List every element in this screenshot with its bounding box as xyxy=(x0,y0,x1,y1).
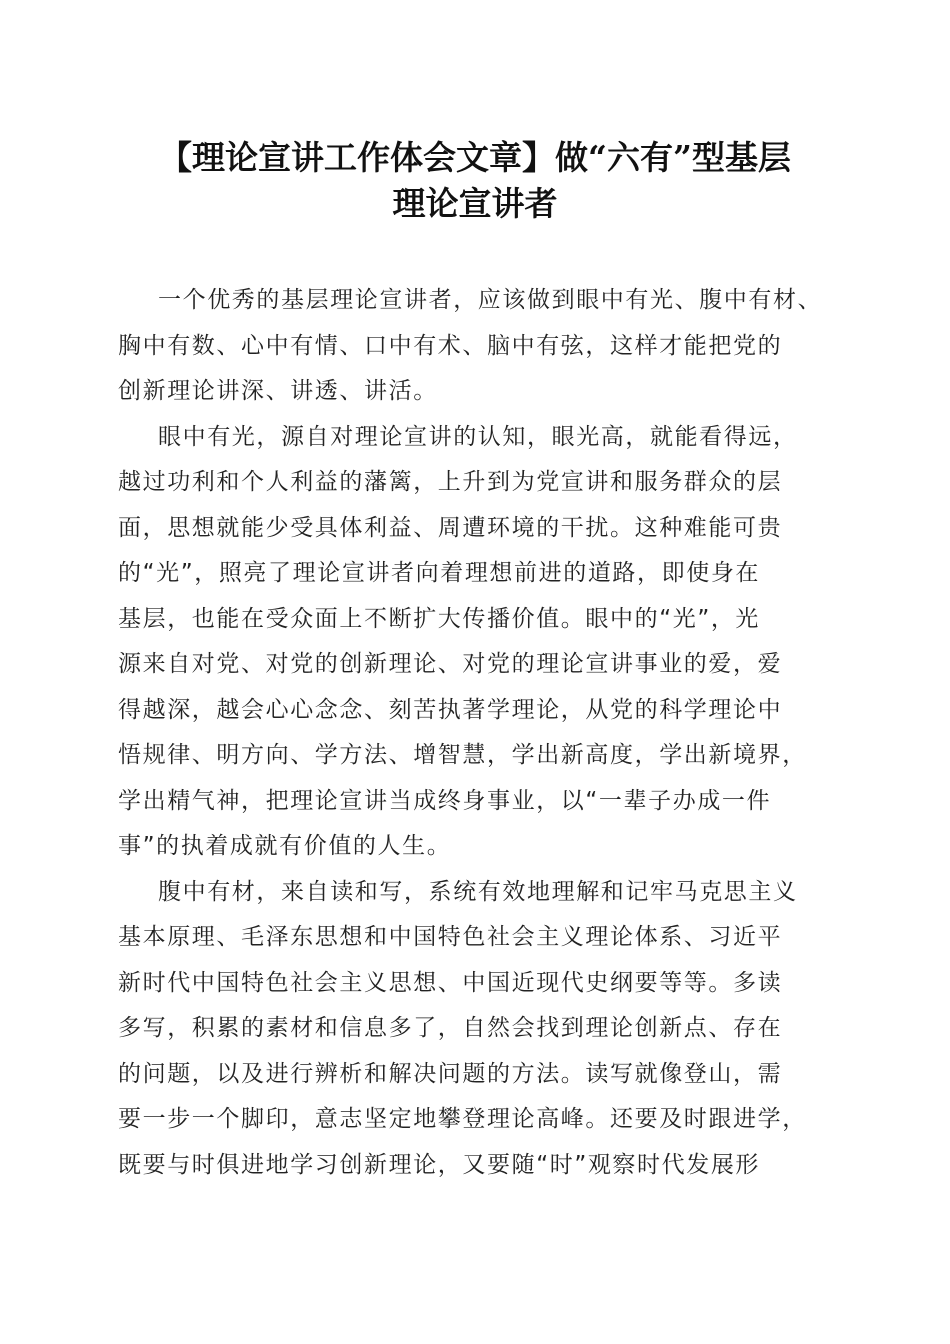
paragraph-belly xyxy=(118,870,838,1189)
text-line: 胸中有数、心中有情、口中有术、脑中有弦，这样才能把党的 xyxy=(118,332,783,359)
text-line: 既要与时俱进地学习创新理论，又要随“时”观察时代发展形 xyxy=(118,1151,761,1178)
paragraph-intro xyxy=(118,278,838,415)
text-line: 多写，积累的素材和信息多了，自然会找到理论创新点、存在 xyxy=(118,1015,783,1041)
document-body xyxy=(118,278,838,1188)
text-line: 新时代中国特色社会主义思想、中国近现代史纲要等等。多读 xyxy=(118,969,783,996)
paragraph-eyes xyxy=(118,415,838,870)
text-line: 悟规律、明方向、学方法、增智慧，学出新高度，学出新境界， xyxy=(118,742,807,768)
text-line: 得越深，越会心心念念、刻苦执著学理论，从党的科学理论中 xyxy=(118,696,783,723)
text-line: 创新理论讲深、讲透、讲活。 xyxy=(118,378,438,404)
title-line-1: 【理论宣讲工作体会文章】做“六有”型基层 xyxy=(159,138,791,177)
text-line: 事”的执着成就有价值的人生。 xyxy=(118,833,452,859)
title-line-2: 理论宣讲者 xyxy=(392,184,558,223)
text-line: 一个优秀的基层理论宣讲者，应该做到眼中有光、腹中有材、 xyxy=(158,287,823,313)
text-line: 源来自对党、对党的创新理论、对党的理论宣讲事业的爱，爱 xyxy=(118,651,783,677)
text-line: 基本原理、毛泽东思想和中国特色社会主义理论体系、习近平 xyxy=(118,924,783,950)
text-line: 眼中有光，源自对理论宣讲的认知，眼光高，就能看得远， xyxy=(158,423,798,450)
text-line: 腹中有材，来自读和写，系统有效地理解和记牢马克思主义 xyxy=(158,878,798,905)
document-title xyxy=(100,135,850,227)
text-line: 面，思想就能少受具体利益、周遭环境的干扰。这种难能可贵 xyxy=(118,514,783,541)
text-line: 基层，也能在受众面上不断扩大传播价值。眼中的“光”，光 xyxy=(118,605,761,632)
text-line: 要一步一个脚印，意志坚定地攀登理论高峰。还要及时跟进学， xyxy=(118,1106,807,1132)
text-line: 学出精气神，把理论宣讲当成终身事业，以“一辈子办成一件 xyxy=(118,787,772,814)
text-line: 的“光”，照亮了理论宣讲者向着理想前进的道路，即使身在 xyxy=(118,560,761,586)
text-line: 越过功利和个人利益的藩篱，上升到为党宣讲和服务群众的层 xyxy=(118,469,783,495)
text-line: 的问题，以及进行辨析和解决问题的方法。读写就像登山，需 xyxy=(118,1060,783,1087)
